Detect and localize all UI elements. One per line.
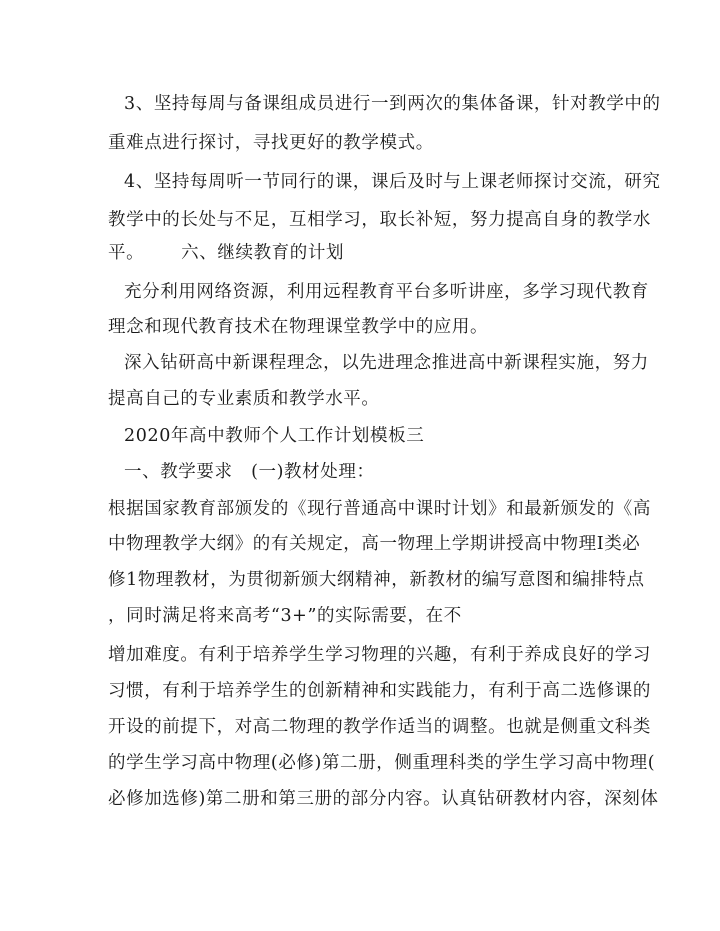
text-line: 中物理教学大纲》的有关规定，高一物理上学期讲授高中物理Ⅰ类必 [108, 534, 641, 554]
text-line: 修1物理教材，为贯彻新颁大纲精神，新教材的编写意图和编排特点 [108, 570, 645, 590]
text-line: 3、坚持每周与备课组成员进行一到两次的集体备课，针对教学中的 [124, 94, 661, 114]
text-line: 充分利用网络资源，利用远程教育平台多听讲座，多学习现代教育 [124, 282, 649, 302]
text-line: 提高自己的专业素质和教学水平。 [108, 389, 380, 409]
text-line: 重难点进行探讨，寻找更好的教学模式。 [108, 133, 434, 153]
text-line: 的学生学习高中物理(必修)第二册，侧重理科类的学生学习高中物理( [108, 753, 656, 773]
text-line: 习惯，有利于培养学生的创新精神和实践能力，有利于高二选修课的 [108, 681, 651, 701]
section-title: 2020年高中教师个人工作计划模板三 [124, 426, 425, 446]
text-line: 增加难度。有利于培养学生学习物理的兴趣，有利于养成良好的学习 [108, 645, 651, 665]
text-line: 根据国家教育部颁发的《现行普通高中课时计划》和最新颁发的《高 [108, 499, 651, 519]
section-heading: 一、教学要求 (一)教材处理： [124, 462, 375, 482]
text-line: 开设的前提下，对高二物理的教学作适当的调整。也就是侧重文科类 [108, 717, 651, 737]
text-line: 平。 六、继续教育的计划 [108, 243, 345, 263]
text-line: ，同时满足将来高考“3+”的实际需要，在不 [108, 606, 462, 626]
text-line: 深入钻研高中新课程理念，以先进理念推进高中新课程实施，努力 [124, 353, 649, 373]
text-line: 必修加选修)第二册和第三册的部分内容。认真钻研教材内容，深刻体 [108, 789, 659, 809]
text-line: 教学中的长处与不足，互相学习，取长补短，努力提高自身的教学水 [108, 210, 651, 230]
text-line: 4、坚持每周听一节同行的课，课后及时与上课老师探讨交流，研究 [124, 172, 661, 192]
text-line: 理念和现代教育技术在物理课堂教学中的应用。 [108, 317, 489, 337]
